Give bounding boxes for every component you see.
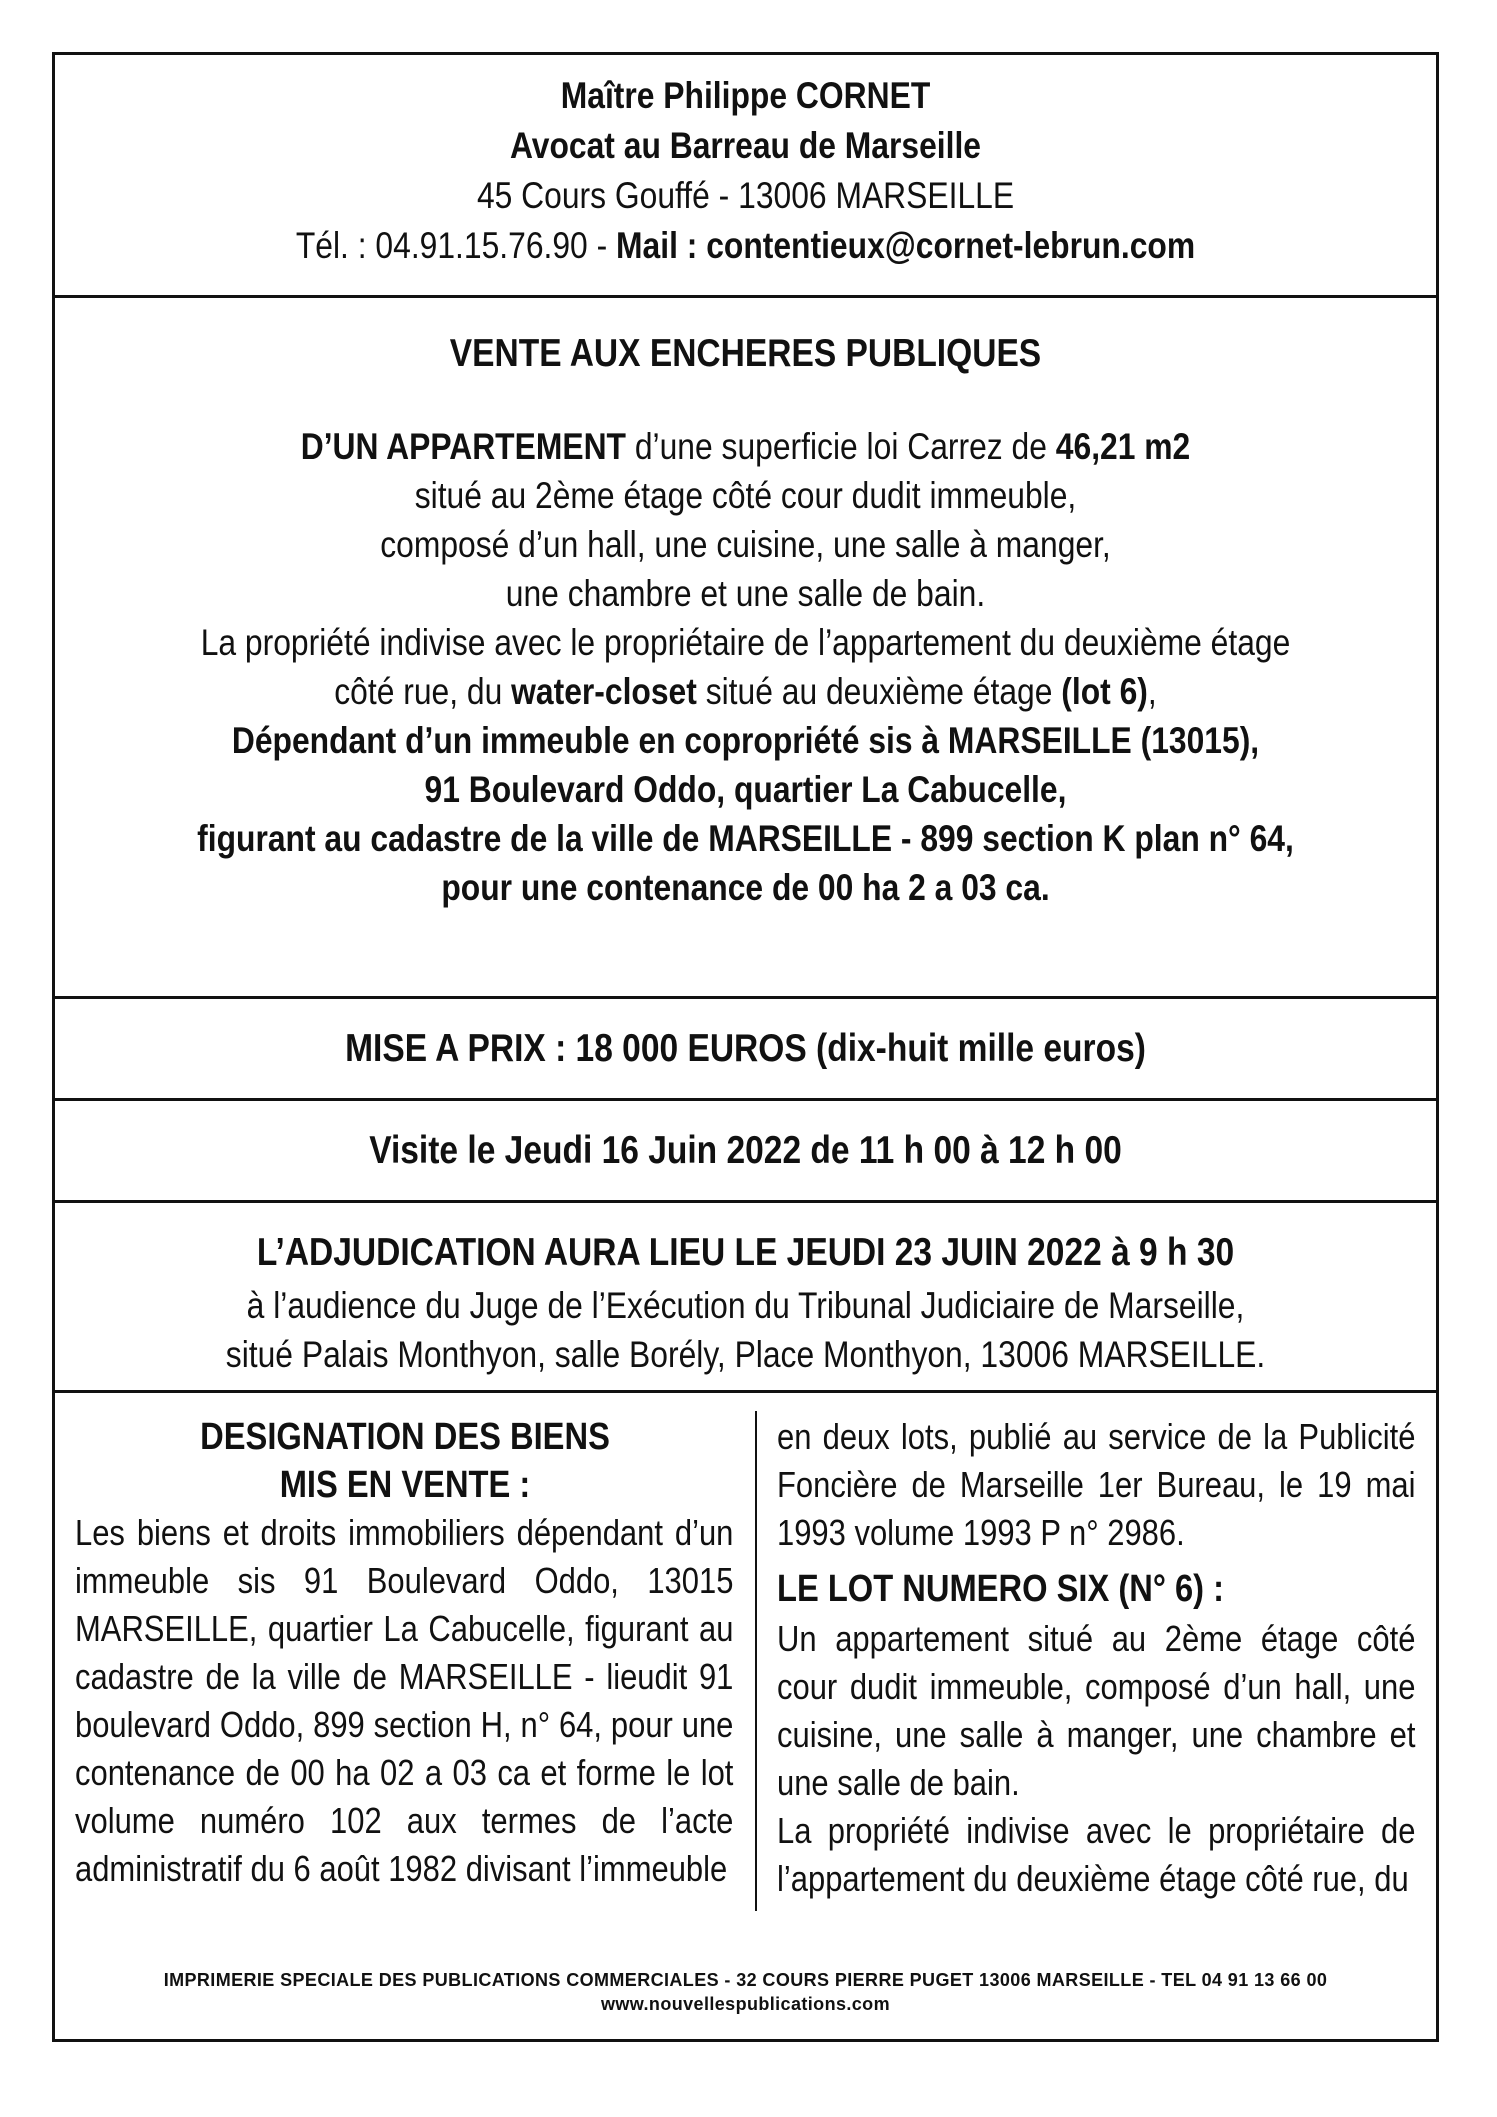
designation-columns bbox=[55, 1393, 1436, 1933]
sale-line-3: composé d’un hall, une cuisine, une salle à manger, bbox=[380, 524, 1111, 565]
starting-price-text: MISE A PRIX : 18 000 EUROS (dix-huit mille euros) bbox=[345, 1027, 1146, 1070]
sale-line-6: côté rue, du water-closet situé au deuxième étage (lot 6), bbox=[334, 671, 1157, 712]
printer-website: www.nouvellespublications.com bbox=[601, 1994, 890, 2014]
sale-line-7: Dépendant d’un immeuble en copropriété sis à MARSEILLE (13015), bbox=[231, 720, 1260, 761]
designation-left-text: Les biens et droits immobiliers dépendant d’un immeuble sis 91 Boulevard Oddo, 13015 MARSEILLE, quartier La Cabucelle, figurant au cadastre de la ville de MARSEILLE - lieudit 91 boulevard Oddo, 899 section H, n° 64, pour une contenance de 00 ha 02 a 03 ca et forme le lot volume numéro 102 aux termes de l’acte administratif du 6 août 1982 divisant l’immeuble bbox=[75, 1512, 734, 1889]
printer-info: IMPRIMERIE SPECIALE DES PUBLICATIONS COMMERCIALES - 32 COURS PIERRE PUGET 13006 MARSEILLE - TEL 04 91 13 66 00 bbox=[163, 1970, 1328, 1990]
sale-line-10: pour une contenance de 00 ha 2 a 03 ca. bbox=[441, 867, 1050, 908]
sale-title: VENTE AUX ENCHERES PUBLIQUES bbox=[449, 332, 1042, 375]
sale-description bbox=[55, 298, 1436, 999]
sale-line-9: figurant au cadastre de la ville de MARSEILLE - 899 section K plan n° 64, bbox=[197, 818, 1294, 859]
designation-heading-2: MIS EN VENTE : bbox=[279, 1464, 531, 1506]
adjudication-title: L’ADJUDICATION AURA LIEU LE JEUDI 23 JUIN 2022 à 9 h 30 bbox=[256, 1231, 1235, 1274]
column-divider bbox=[755, 1411, 757, 1911]
lawyer-title: Avocat au Barreau de Marseille bbox=[509, 125, 982, 166]
lawyer-name: Maître Philippe CORNET bbox=[560, 75, 931, 116]
designation-right-text-3: La propriété indivise avec le propriétaire de l’appartement du deuxième étage côté rue, du bbox=[777, 1810, 1416, 1899]
sale-line-1: D’UN APPARTEMENT d’une superficie loi Carrez de 46,21 m2 bbox=[300, 426, 1191, 467]
sale-line-5: La propriété indivise avec le propriétaire de l’appartement du deuxième étage bbox=[200, 622, 1291, 663]
sale-line-8: 91 Boulevard Oddo, quartier La Cabucelle, bbox=[424, 769, 1067, 810]
sale-line-4: une chambre et une salle de bain. bbox=[505, 573, 986, 614]
adjudication-line-2: situé Palais Monthyon, salle Borély, Place Monthyon, 13006 MARSEILLE. bbox=[225, 1334, 1266, 1375]
legal-notice-frame bbox=[52, 52, 1439, 2042]
designation-right-text-2: Un appartement situé au 2ème étage côté cour dudit immeuble, composé d’un hall, une cuisine, une salle à manger, une chambre et une salle de bain. bbox=[777, 1618, 1416, 1803]
adjudication-info bbox=[55, 1203, 1436, 1393]
designation-heading-1: DESIGNATION DES BIENS bbox=[200, 1416, 610, 1458]
lawyer-contact: Tél. : 04.91.15.76.90 - Mail : contentieux@cornet-lebrun.com bbox=[295, 225, 1196, 266]
adjudication-line-1: à l’audience du Juge de l’Exécution du Tribunal Judiciaire de Marseille, bbox=[246, 1285, 1245, 1326]
lot-heading: LE LOT NUMERO SIX (N° 6) : bbox=[777, 1568, 1224, 1610]
sale-line-2: situé au 2ème étage côté cour dudit immeuble, bbox=[414, 475, 1077, 516]
designation-left-column bbox=[75, 1413, 735, 1893]
lawyer-address: 45 Cours Gouffé - 13006 MARSEILLE bbox=[476, 175, 1015, 216]
visit-info bbox=[55, 1101, 1436, 1203]
designation-right-text-1: en deux lots, publié au service de la Publicité Foncière de Marseille 1er Bureau, le 19 mai 1993 volume 1993 P n° 2986. bbox=[777, 1416, 1416, 1553]
designation-right-column bbox=[777, 1413, 1417, 1903]
starting-price bbox=[55, 999, 1436, 1101]
lawyer-header bbox=[55, 55, 1436, 298]
visit-text: Visite le Jeudi 16 Juin 2022 de 11 h 00 à 12 h 00 bbox=[369, 1129, 1122, 1172]
printer-footer bbox=[52, 1968, 1439, 2016]
